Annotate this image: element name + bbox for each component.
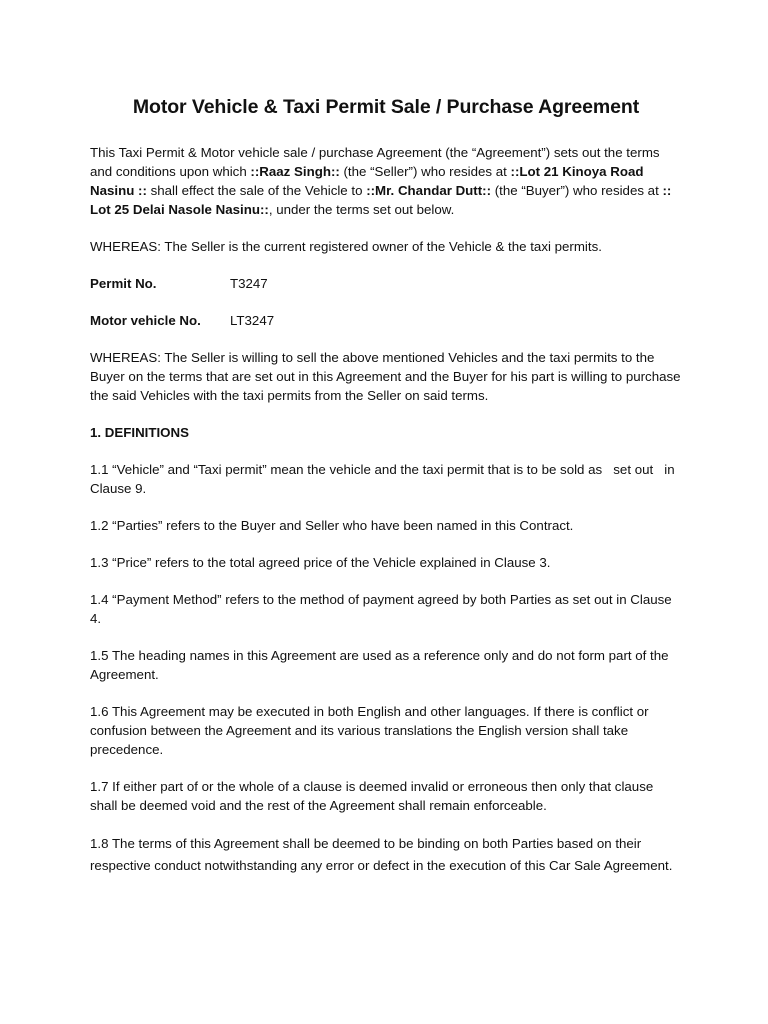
- seller-name: ::Raaz Singh::: [250, 164, 340, 179]
- vehicle-row: [90, 311, 682, 330]
- clause-1-1: 1.1 “Vehicle” and “Taxi permit” mean the vehicle and the taxi permit that is to be sold as set out in Clause 9.: [90, 462, 679, 496]
- clause-1-2: 1.2 “Parties” refers to the Buyer and Seller who have been named in this Contract.: [90, 518, 574, 533]
- whereas-willing: WHEREAS: The Seller is willing to sell the above mentioned Vehicles and the taxi permits to the Buyer on the terms that are set out in this Agreement and the Buyer for his part is willing to purchase the said Vehicles with the taxi permits from the Seller on said terms.: [90, 350, 681, 403]
- intro-text-1: This Taxi Permit & Motor vehicle sale / purchase Agreement (the “Agreement”) sets out the terms and conditions upon which: [90, 145, 660, 179]
- clause-1-8: 1.8 The terms of this Agreement shall be deemed to be binding on both Parties based on their respective conduct notwithstanding any error or defect in the execution of this Car Sale Agreement.: [90, 836, 673, 873]
- intro-text-2: (the “Seller”) who resides at: [339, 164, 511, 179]
- vehicle-value: LT3247: [230, 313, 275, 328]
- permit-row: [90, 274, 682, 293]
- vehicle-label: Motor vehicle No.: [90, 313, 201, 328]
- intro-text-5: , under the terms set out below.: [268, 202, 455, 217]
- clause-1-3: 1.3 “Price” refers to the total agreed price of the Vehicle explained in Clause 3.: [90, 555, 551, 570]
- section-heading-definitions: 1. DEFINITIONS: [90, 425, 189, 440]
- clause-1-5: 1.5 The heading names in this Agreement are used as a reference only and do not form part of the Agreement.: [90, 648, 669, 682]
- document-title: Motor Vehicle & Taxi Permit Sale / Purchase Agreement: [132, 96, 640, 118]
- intro-paragraph: [90, 143, 682, 219]
- permit-label: Permit No.: [90, 276, 157, 291]
- intro-text-3: shall effect the sale of the Vehicle to: [146, 183, 367, 198]
- clause-1-6: 1.6 This Agreement may be executed in both English and other languages. If there is conflict or confusion between the Agreement and its various translations the English version shall take precedence.: [90, 704, 649, 757]
- intro-text-4: (the “Buyer”) who resides at: [491, 183, 663, 198]
- whereas-owner: WHEREAS: The Seller is the current registered owner of the Vehicle & the taxi permits.: [90, 239, 602, 254]
- clause-1-7: 1.7 If either part of or the whole of a clause is deemed invalid or erroneous then only that clause shall be deemed void and the rest of the Agreement shall remain enforceable.: [90, 779, 654, 813]
- permit-value: T3247: [230, 276, 268, 291]
- clause-1-4: 1.4 “Payment Method” refers to the method of payment agreed by both Parties as set out in Clause 4.: [90, 592, 672, 626]
- seller-address: ::Lot 21 Kinoya Road Nasinu ::: [90, 164, 644, 198]
- agreement-page: [90, 94, 682, 895]
- buyer-address: :: Lot 25 Delai Nasole Nasinu::: [90, 183, 672, 217]
- buyer-name: ::Mr. Chandar Dutt::: [366, 183, 492, 198]
